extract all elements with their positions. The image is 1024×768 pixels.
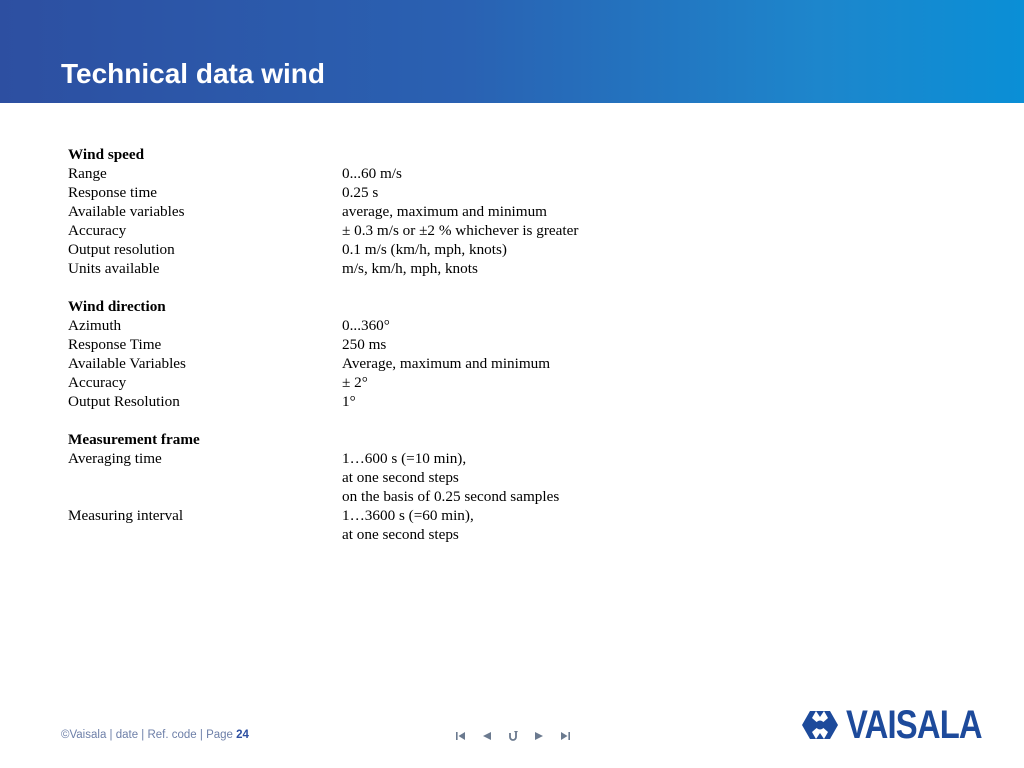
header-banner (0, 0, 1024, 103)
first-page-button[interactable] (448, 726, 474, 746)
spec-row (68, 183, 788, 202)
spec-label (68, 487, 342, 506)
logo-text: VAISALA (846, 703, 982, 747)
spec-value: at one second steps (342, 469, 459, 486)
section-title-measurement-frame: Measurement frame (68, 431, 200, 448)
spec-label: Azimuth (68, 317, 122, 334)
last-page-button[interactable] (552, 726, 578, 746)
spec-value: 1…600 s (=10 min), (342, 450, 467, 467)
vaisala-logo-mark-icon (800, 705, 840, 745)
section-gap (68, 278, 788, 297)
spec-label (68, 468, 342, 487)
slide-navigation (448, 726, 578, 746)
spec-value: m/s, km/h, mph, knots (342, 260, 478, 277)
spec-row (68, 335, 788, 354)
spec-value: ± 2° (342, 374, 368, 391)
section-title-wind-direction: Wind direction (68, 298, 166, 315)
spec-value: at one second steps (342, 526, 459, 543)
previous-page-button[interactable] (474, 726, 500, 746)
first-page-icon (455, 731, 467, 741)
spec-row (68, 487, 788, 506)
spec-row (68, 316, 788, 335)
spec-value: ± 0.3 m/s or ±2 % whichever is greater (342, 222, 579, 239)
return-icon (507, 730, 519, 742)
return-button[interactable] (500, 726, 526, 746)
spec-value: 0.25 s (342, 184, 379, 201)
spec-row (68, 468, 788, 487)
spec-row (68, 392, 788, 411)
spec-value: 1…3600 s (=60 min), (342, 507, 474, 524)
vaisala-logo (800, 703, 1012, 747)
next-page-icon (533, 731, 545, 741)
spec-value: on the basis of 0.25 second samples (342, 488, 560, 505)
page-number: 24 (236, 729, 249, 741)
spec-content (68, 145, 788, 544)
spec-value: 250 ms (342, 336, 387, 353)
spec-label (68, 525, 342, 544)
spec-row (68, 240, 788, 259)
spec-row (68, 449, 788, 468)
spec-value: 0...60 m/s (342, 165, 402, 182)
spec-row (68, 373, 788, 392)
section-gap (68, 411, 788, 430)
spec-value: 1° (342, 393, 356, 410)
spec-value: average, maximum and minimum (342, 203, 547, 220)
spec-row (68, 259, 788, 278)
spec-label: Output Resolution (68, 393, 180, 410)
spec-value: 0...360° (342, 317, 390, 334)
spec-label: Accuracy (68, 222, 127, 239)
spec-label: Range (68, 165, 107, 182)
spec-value: 0.1 m/s (km/h, mph, knots) (342, 241, 507, 258)
spec-label: Accuracy (68, 374, 127, 391)
spec-label: Response time (68, 184, 158, 201)
footer-text: ©Vaisala | date | Ref. code | Page (61, 729, 233, 741)
previous-page-icon (481, 731, 493, 741)
spec-row (68, 354, 788, 373)
spec-row (68, 525, 788, 544)
spec-label: Available Variables (68, 355, 186, 372)
spec-value: Average, maximum and minimum (342, 355, 551, 372)
spec-label: Averaging time (68, 450, 162, 467)
spec-label: Measuring interval (68, 507, 184, 524)
spec-label: Available variables (68, 203, 185, 220)
section-title-wind-speed: Wind speed (68, 146, 145, 163)
spec-row (68, 202, 788, 221)
spec-label: Units available (68, 260, 160, 277)
spec-label: Output resolution (68, 241, 175, 258)
spec-label: Response Time (68, 336, 162, 353)
spec-row (68, 164, 788, 183)
page-title: Technical data wind (61, 58, 325, 89)
footer-info (61, 729, 249, 741)
last-page-icon (559, 731, 571, 741)
next-page-button[interactable] (526, 726, 552, 746)
spec-row (68, 221, 788, 240)
spec-row (68, 506, 788, 525)
